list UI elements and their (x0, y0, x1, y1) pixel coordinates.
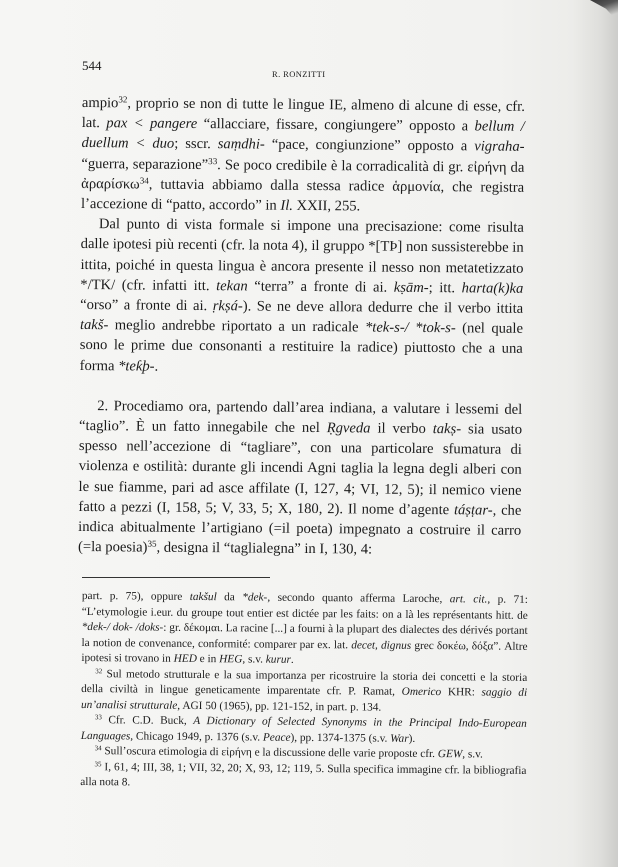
text-run: 2. Procediamo ora, partendo dall’area indiana, a valutare i lessemi del “taglio”. È un fatto innegabile che nel (79, 397, 523, 437)
text-run: “allacciare, fissare, congiungere” opposto a (197, 116, 475, 135)
italic-term: pax < pangere (106, 115, 198, 133)
text-run: , proprio se non di tutte le lingue IE, almeno di alcune di esse, cfr. lat. (81, 95, 525, 132)
italic-term: vigraha- (474, 138, 525, 156)
text-run: . Se poco credibile è la corradicalità di gr. εἰρήνη da ἀραρίσκω (81, 156, 525, 193)
italic-term: decet, dignus (351, 638, 412, 652)
text-run: ; itt. (428, 279, 462, 297)
text-run: , che indica abitualmente l’artigiano (=il poeta) impegnato a costruire il carro (=la poesia) (77, 502, 522, 556)
binding-shadow (572, 0, 618, 867)
footnote-ref: 35 (147, 538, 157, 549)
footnote-ref: 32 (95, 666, 103, 675)
paragraph-3-section-2 (78, 396, 522, 561)
text-run: ). Se ne deve allora dedurre che il verbo ittita (242, 298, 524, 317)
italic-term: *tek-s-/ *tok-s- (364, 319, 456, 337)
footnote-continuation (81, 589, 528, 670)
text-run: XXII, 255. (292, 197, 361, 215)
text-run: , designa il “taglialegna” in I, 130, 4: (156, 539, 373, 558)
text-run: meglio andrebbe riportato a un radicale (108, 317, 366, 336)
text-run: , Chicago 1949, p. 1376 (s.v. (130, 729, 263, 744)
italic-term: saṃdhi- (217, 136, 265, 154)
italic-term: HED (173, 652, 197, 666)
text-run: (nel quale sono le prime due consonanti a restituire la radice) piuttosto che a una forma (79, 320, 524, 374)
italic-term: *dek- (242, 591, 268, 604)
text-run: , p. 71: “L’etymologie i.eur. du groupe tout entier est dictée par les faits: on a là les représentants hitt. de (81, 593, 528, 622)
text-run: sia usato spesso nell’accezione di “tagliare”, con una particolare sfumatura di violenza e ostilità: durante gli incendi Agni taglia la legna degli alberi con le sue fiamme, pari ad asce affilate (I, 127, 4; VI, 12, 5); il nemico viene fatto a pezzi (I, 158, 5; V, 33, 5; X, 180, 2). Il nome d’agente (78, 421, 523, 519)
text-run: , s.v. (242, 653, 266, 666)
text-run: il verbo (370, 420, 433, 438)
footnote-32 (81, 666, 527, 716)
paragraph-1 (81, 93, 525, 218)
footnote-ref: 32 (118, 94, 128, 105)
footnote-separator (82, 577, 270, 578)
footnote-35 (80, 759, 526, 794)
text-run: Cfr. C.D. Buck, (101, 714, 194, 727)
footnote-ref: 33 (208, 155, 218, 166)
italic-term: art. cit. (449, 593, 488, 606)
text-run: “guerra, separazione” (81, 155, 209, 173)
italic-term: *dek-/ dok- /doks- (81, 620, 164, 634)
italic-term: takš- (79, 317, 109, 334)
text-run: ampio (81, 94, 119, 112)
italic-term: GEW (437, 748, 463, 761)
footnote-ref: 34 (94, 744, 102, 753)
italic-term: Ṛgveda (326, 420, 371, 437)
italic-term: saggio di un’analisi strutturale (80, 686, 528, 712)
italic-term: táṣṭar- (453, 502, 493, 519)
text-run: Sul metodo strutturale e la sua importanza per ricostruire la storia dei concetti e la storia della civiltà in lingue geneticamente imparentate cfr. P. Ramat, (81, 667, 528, 698)
italic-term: kṣām- (393, 279, 429, 296)
italic-term: ṛkṣá- (212, 298, 243, 315)
text-run: . (290, 653, 294, 666)
text-run: KHR: (441, 686, 482, 699)
footnote-33 (81, 713, 527, 748)
running-head: R. RONZITTI (272, 69, 326, 79)
footnote-ref: 33 (94, 713, 102, 722)
text-run: I, 61, 4; III, 38, 1; VII, 32, 20; X, 93, 12; 119, 5. Sulla specifica immagine cfr. la bibliografia alla nota 8. (80, 760, 527, 789)
italic-term: takṣ- (432, 421, 462, 438)
text-run: , AGI 50 (1965), pp. 121-152, in part. p. 134. (177, 699, 382, 714)
text-run: Sull’oscura etimologia di εἰρήνη e la discussione delle varie proposte cfr. (101, 745, 438, 761)
italic-term: bellum / duellum < duo (81, 118, 525, 153)
footnotes (80, 589, 528, 794)
paragraph-2 (80, 214, 524, 379)
italic-term: Peace (262, 731, 291, 744)
text-run: ). (408, 732, 416, 745)
text-run: e in (196, 653, 220, 666)
italic-term: *teƙþ- (118, 357, 155, 375)
italic-term: Omerico (401, 685, 442, 699)
text-run: , s.v. (462, 748, 483, 761)
italic-term: War (390, 732, 409, 745)
text-run: . (154, 358, 159, 375)
italic-term: HEG (219, 653, 243, 666)
text-run: ), pp. 1374-1375 (s.v. (290, 731, 391, 745)
main-text (78, 93, 525, 561)
italic-term: takšul (189, 590, 217, 604)
italic-term: tekan (216, 278, 248, 295)
text-run: ; sscr. (174, 136, 218, 153)
text-run: “terra” a fronte di ai. (247, 278, 394, 296)
footnote-ref: 35 (94, 759, 102, 768)
italic-term: kurur (265, 653, 291, 666)
text-run: grec δοκέω, δόξα”. Altre ipotesi si trovano in (81, 639, 528, 665)
italic-term: harta(k)ka (461, 280, 524, 297)
text-run: “pace, congiunzione” opposto a (264, 137, 475, 155)
text-run: , tuttavia abbiamo dalla stessa radice ἁρμονία, che registra l’accezione di “patto, accordo” in (80, 176, 525, 214)
text-run: part. p. 75), oppure (81, 589, 190, 603)
text-run: , secondo quanto afferma Laroche, (267, 591, 450, 606)
text-run: : gr. δέκομαι. La racine [...] a fourni à la plupart des dialectes des dérivés portant la notion de convenance, conformité: comparer par ex. lat. (81, 621, 528, 651)
text-run: “orso” a fronte di ai. (80, 297, 213, 315)
text-run: da (216, 591, 243, 604)
page-number: 544 (82, 58, 102, 73)
italic-term: Il. (280, 197, 294, 214)
text-run: Dal punto di vista formale si impone una precisazione: come risulta dalle ipotesi più recenti (cfr. la nota 4), il gruppo *[TÞ] non sussisterebbe in ittita, poiché in questa lingua è ancora presente il nesso non metatetizzato */TK/ (cfr. infatti itt. (80, 216, 524, 295)
italic-term: A Dictionary of Selected Synonyms in the Principal Indo-European Languages (80, 714, 527, 742)
footnote-ref: 34 (139, 175, 149, 186)
